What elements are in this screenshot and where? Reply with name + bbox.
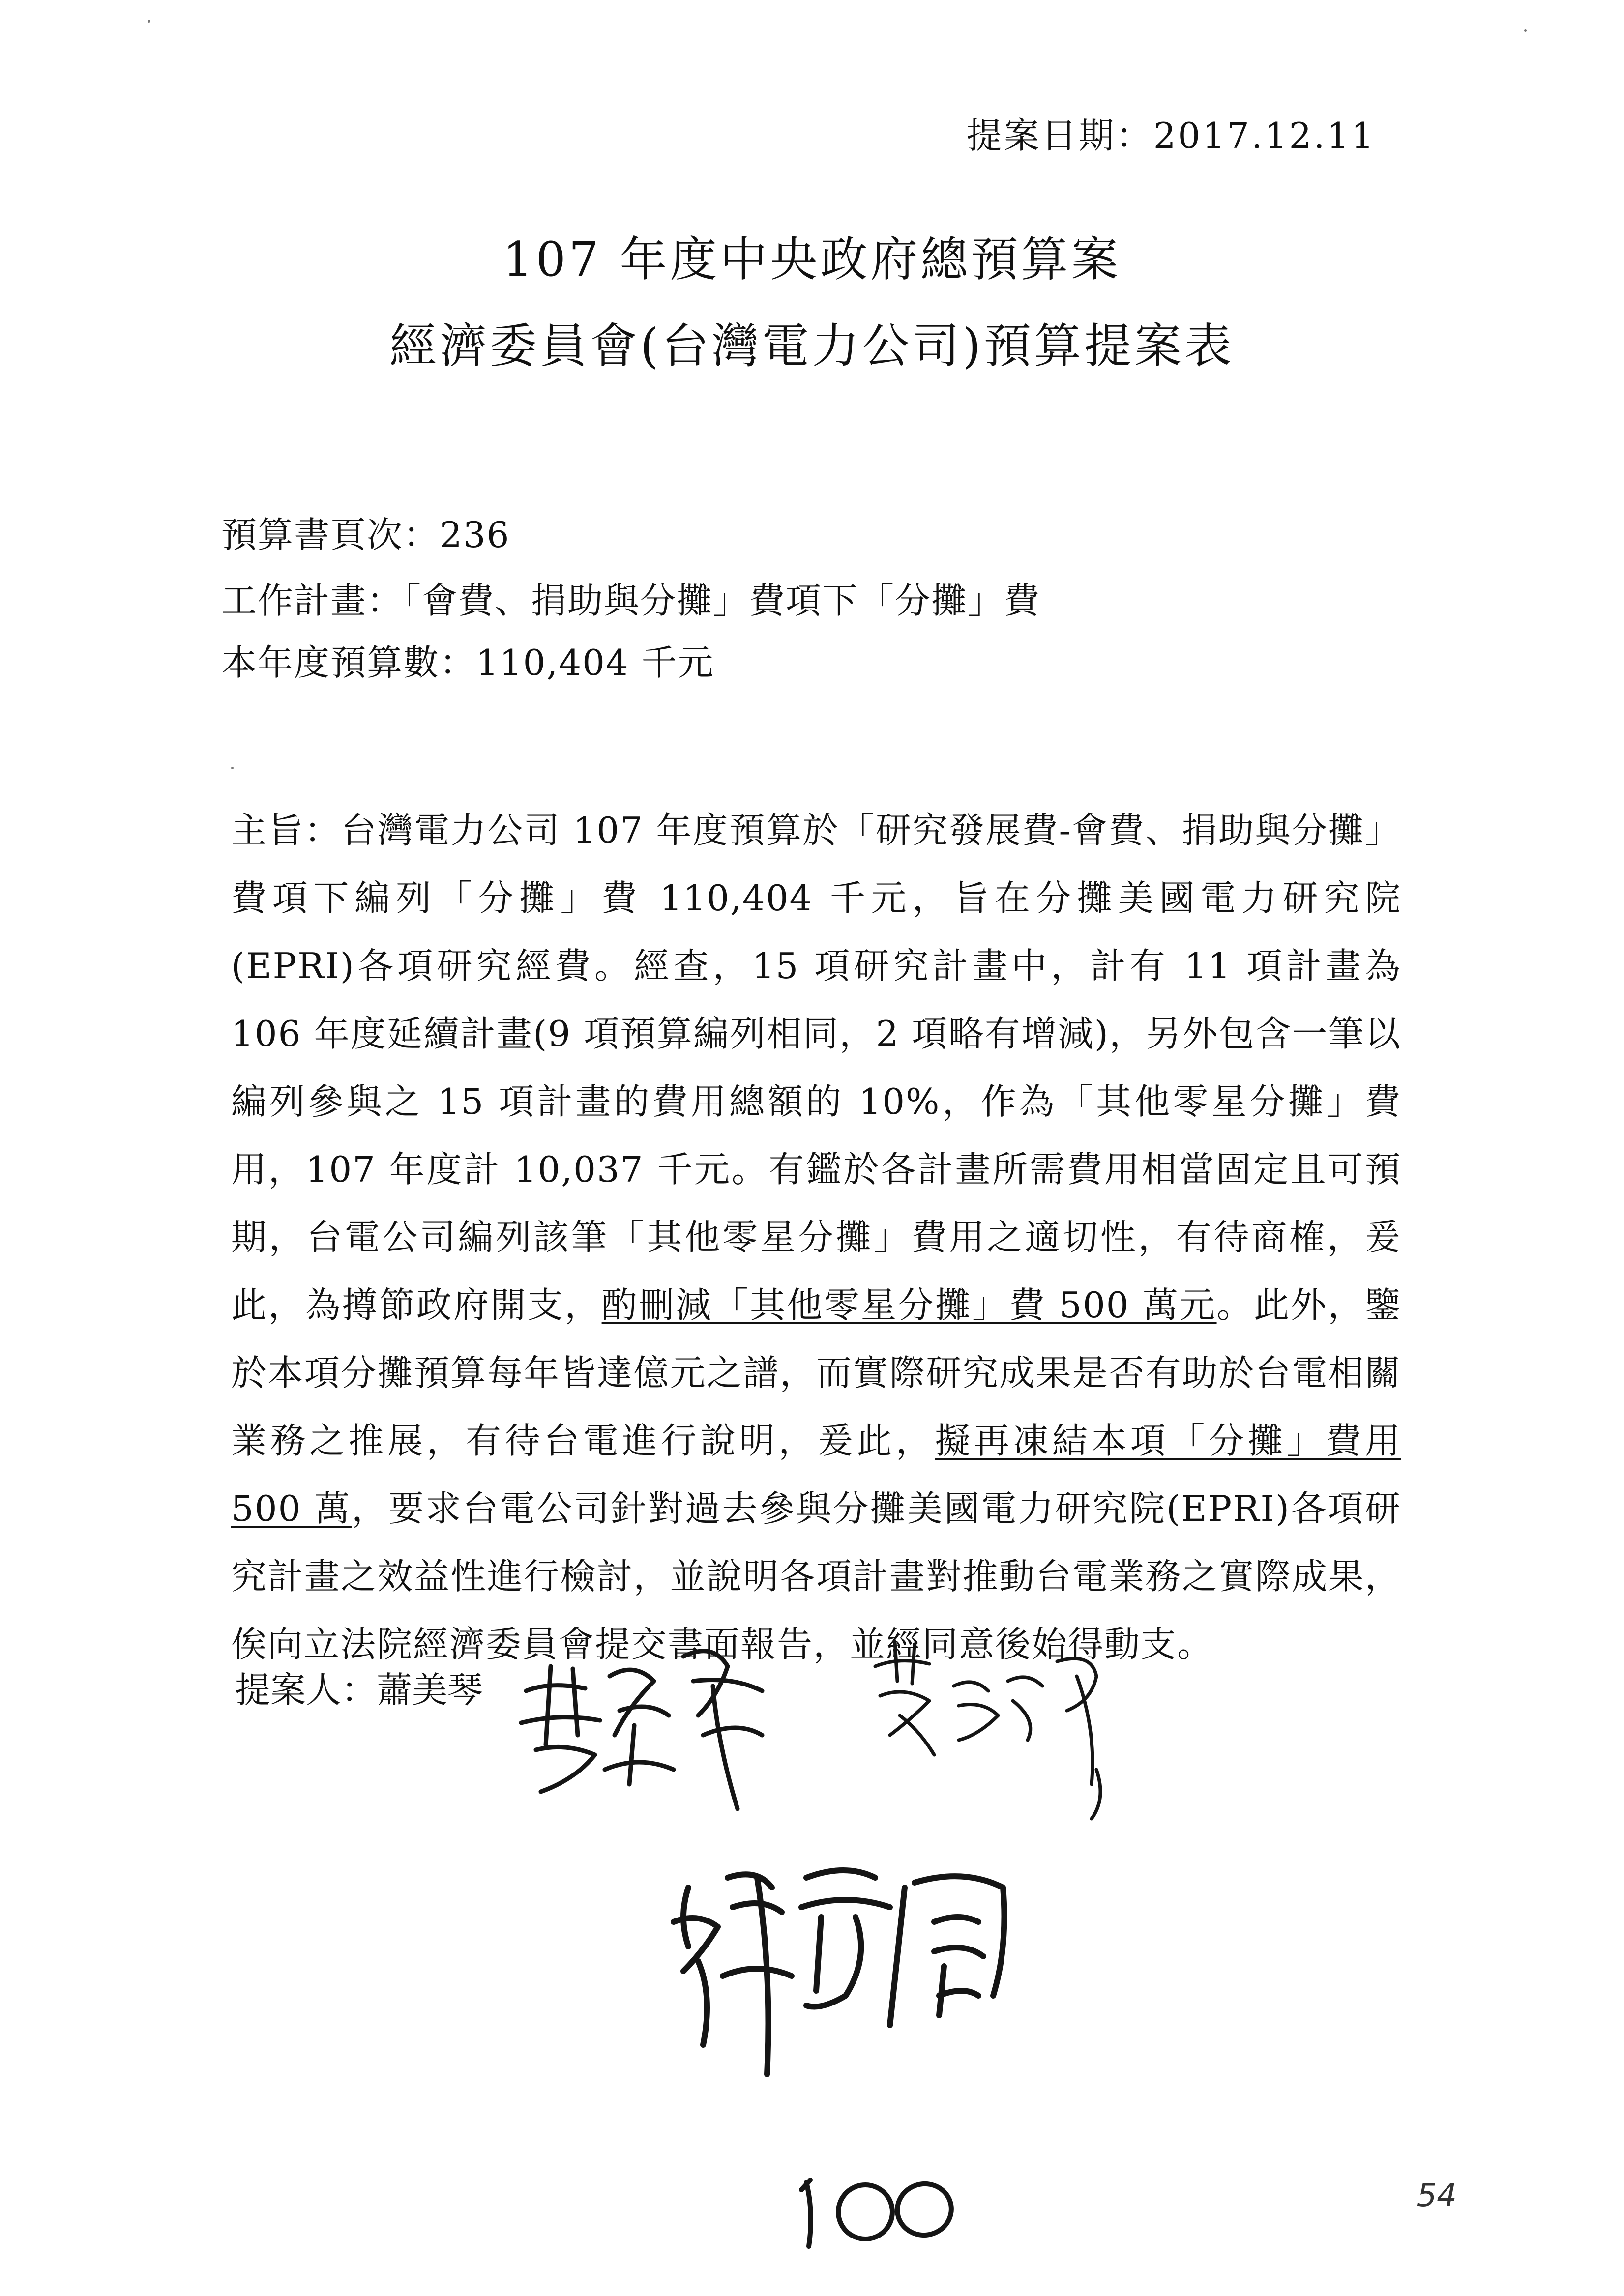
page-number: 54 [1417,2178,1457,2214]
document-title-line-2: 經濟委員會(台灣電力公司)預算提案表 [389,319,1235,374]
scan-speck [231,767,234,769]
signature-1 [506,1622,782,1829]
scan-speck [1524,29,1527,32]
signature-3 [659,1848,1062,2094]
proposed-cut-underlined: 酌刪減「其他零星分攤」費 500 萬元 [601,1284,1217,1326]
scan-speck [148,20,150,23]
signature-2 [860,1622,1136,1829]
document-title-line-1: 107 年度中央政府總預算案 [502,232,1122,287]
work-plan: 工作計畫：「會費、捐助與分攤」費項下「分攤」費 [221,580,1041,621]
body-text-part-2: 。此外，鑒於本項分攤預算每年皆達億元之譜，而實際研究成果是否有助於台電相關業務之推展，有待台電進行說明，爰此， [231,1284,1401,1461]
proposal-body [231,796,1401,1678]
body-text-part-3: ，要求台電公司針對過去參與分攤美國電力研究院(EPRI)各項研究計畫之效益性進行檢討，並說明各項計畫對推動台電業務之實際成果，俟向立法院經濟委員會提交書面報告，並經同意後始得動支。 [231,1488,1401,1665]
body-text-part-1: 主旨：台灣電力公司 107 年度預算於「研究發展費-會費、捐助與分攤」費項下編列「分攤」費 110,404 千元，旨在分攤美國電力研究院(EPRI)各項研究經費。經查，15 項研究計畫中，計有 11 項計畫為 106 年度延續計畫(9 項預算編列相同，2 項略有增減)，另外包含一筆以編列參與之 15 項計畫的費用總額的 10%，作為「其他零星分攤」費用，107 年度計 10,037 千元。有鑑於各計畫所需費用相當固定且可預期，台電公司編列該筆「其他零星分攤」費用之適切性，有待商榷，爰此，為撙節政府開支， [231,810,1401,1326]
handwritten-number-100 [787,2163,964,2261]
proposed-freeze-underlined: 擬再凍結本項「分攤」費用 500 萬 [231,1420,1401,1529]
proposer-label: 提案人：蕭美琴 [235,1669,483,1711]
budget-amount: 本年度預算數：110,404 千元 [221,642,714,683]
proposal-date: 提案日期：2017.12.11 [966,115,1376,156]
budget-page-reference: 預算書頁次：236 [221,514,510,555]
